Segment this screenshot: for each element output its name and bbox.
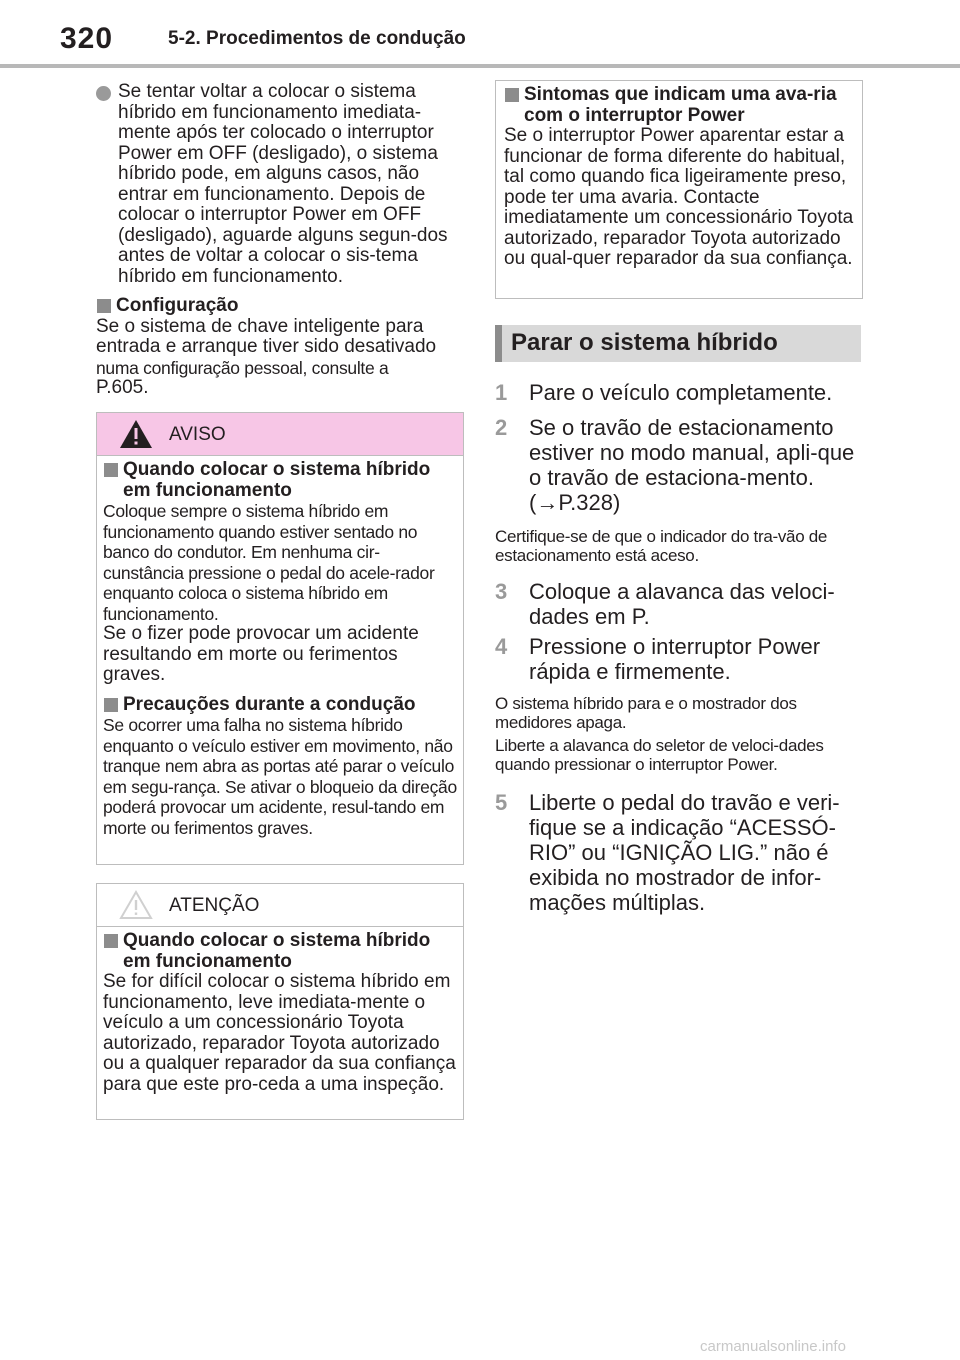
step-text: Coloque a alavanca das veloci-dades em P. [529, 579, 835, 629]
aviso-text-1a: Coloque sempre o sistema híbrido em funcionamento quando estiver sentado no banco do condutor. Em nenhuma cir-cunstância pressione o pedal do acele-rador enquanto coloca o sistema híbrido em funcionamento. [103, 501, 435, 624]
atencao-heading [103, 931, 457, 972]
step-text: Liberte o pedal do travão e veri-fique se a indicação “ACESSÓ-RIO” ou “IGNIÇÃO LIG.” não é exibida no mostrador de infor-mações múltiplas. [529, 790, 840, 915]
step-text: Se o travão de estacionamento estiver no modo manual, apli-que o travão de estaciona-mento. (→P.328) [529, 415, 855, 515]
heading-bar [495, 325, 502, 362]
symptoms-heading-text: Sintomas que indicam uma ava-ria com o interruptor Power [524, 84, 837, 126]
square-bullet-icon [104, 698, 118, 712]
square-bullet-icon [104, 463, 118, 477]
step-4 [495, 634, 863, 684]
right-column [495, 80, 863, 915]
bullet-dot-icon [96, 86, 111, 101]
config-text-1: Se o sistema de chave inteligente para entrada e arranque tiver sido desativado [96, 315, 437, 357]
section-heading [495, 325, 861, 362]
aviso-text-2: Se ocorrer uma falha no sistema híbrido enquanto o veículo estiver em movimento, não tranque nem abra as portas até parar o veículo em segu-rança. Se ativar o bloqueio da direção poderá provocar um acidente, resul-tando em morte ou ferimentos graves. [103, 715, 457, 838]
note-parking-brake: Certifique-se de que o indicador do tra-vão de estacionamento está aceso. [495, 527, 828, 565]
aviso-heading-1 [103, 460, 457, 501]
step-number: 5 [495, 790, 508, 815]
symptoms-text: Se o interruptor Power aparentar estar a funcionar de forma diferente do habitual, tal como quando fica ligeiramente preso, pode ter uma avaria. Contacte imediatamente um concessionário Toyota autorizado, reparador Toyota autorizado ou qual-quer reparador da sua confiança. [504, 125, 854, 269]
aviso-header [97, 413, 463, 456]
page-number: 320 [60, 22, 114, 55]
bullet-paragraph [96, 82, 462, 287]
step-number: 1 [495, 380, 508, 405]
config-text-2: numa configuração pessoal, consulte a [96, 357, 389, 378]
aviso-text-1b: Se o fizer pode provocar um acidente resultando em morte ou ferimentos graves. [103, 623, 419, 685]
header-rule [0, 64, 960, 68]
step-number: 3 [495, 579, 508, 604]
symptoms-box [495, 80, 863, 299]
symptoms-heading [504, 85, 854, 126]
square-bullet-icon [505, 88, 519, 102]
config-heading [96, 296, 464, 317]
atencao-box [96, 883, 464, 1120]
step-number: 4 [495, 634, 508, 659]
atencao-header [97, 884, 463, 927]
atencao-heading-text: Quando colocar o sistema híbrido em funcionamento [123, 930, 431, 972]
square-bullet-icon [97, 299, 111, 313]
aviso-heading-2-text: Precauções durante a condução [123, 693, 416, 715]
aviso-heading-2 [103, 695, 457, 716]
aviso-label: AVISO [169, 424, 226, 445]
left-column [96, 80, 464, 1095]
aviso-body [97, 456, 463, 846]
step-number: 2 [495, 415, 508, 440]
warning-triangle-icon [119, 419, 153, 449]
config-text-3: P.605. [96, 377, 149, 398]
square-bullet-icon [104, 934, 118, 948]
section-title: 5-2. Procedimentos de condução [168, 28, 466, 49]
config-heading-text: Configuração [116, 295, 239, 316]
atencao-text: Se for difícil colocar o sistema híbrido em funcionamento, leve imediata-mente o veículo a um concessionário Toyota autorizado, reparador Toyota autorizado ou a qualquer reparador da sua confiança para que este pro-ceda a uma inspeção. [103, 971, 456, 1095]
step-3 [495, 579, 863, 629]
caution-triangle-icon [119, 890, 153, 920]
aviso-box [96, 412, 464, 865]
step-text: Pare o veículo completamente. [529, 380, 833, 405]
aviso-heading-1-text: Quando colocar o sistema híbrido em funcionamento [123, 459, 431, 501]
note-release-lever: Liberte a alavanca do seletor de veloci-dades quando pressionar o interruptor Power. [495, 736, 824, 774]
watermark: carmanualsonline.info [700, 1338, 846, 1355]
section-heading-text: Parar o sistema híbrido [511, 329, 778, 356]
bullet-text: Se tentar voltar a colocar o sistema híbrido em funcionamento imediata-mente após ter colocado o interruptor Power em OFF (desligado), o sistema híbrido pode, em alguns casos, não entrar em funcionamento. Depois de colocar o interruptor Power em OFF (desligado), aguarde alguns segun-dos antes de voltar a colocar o sis-tema híbrido em funcionamento. [118, 81, 448, 287]
step-text: Pressione o interruptor Power rápida e firmemente. [529, 634, 821, 684]
step-5 [495, 790, 863, 915]
note-hybrid-stops: O sistema híbrido para e o mostrador dos medidores apaga. [495, 694, 797, 732]
step-1 [495, 380, 863, 405]
atencao-label: ATENÇÃO [169, 895, 260, 916]
page-header [0, 0, 960, 70]
atencao-body [97, 927, 463, 1103]
step-2 [495, 415, 863, 515]
